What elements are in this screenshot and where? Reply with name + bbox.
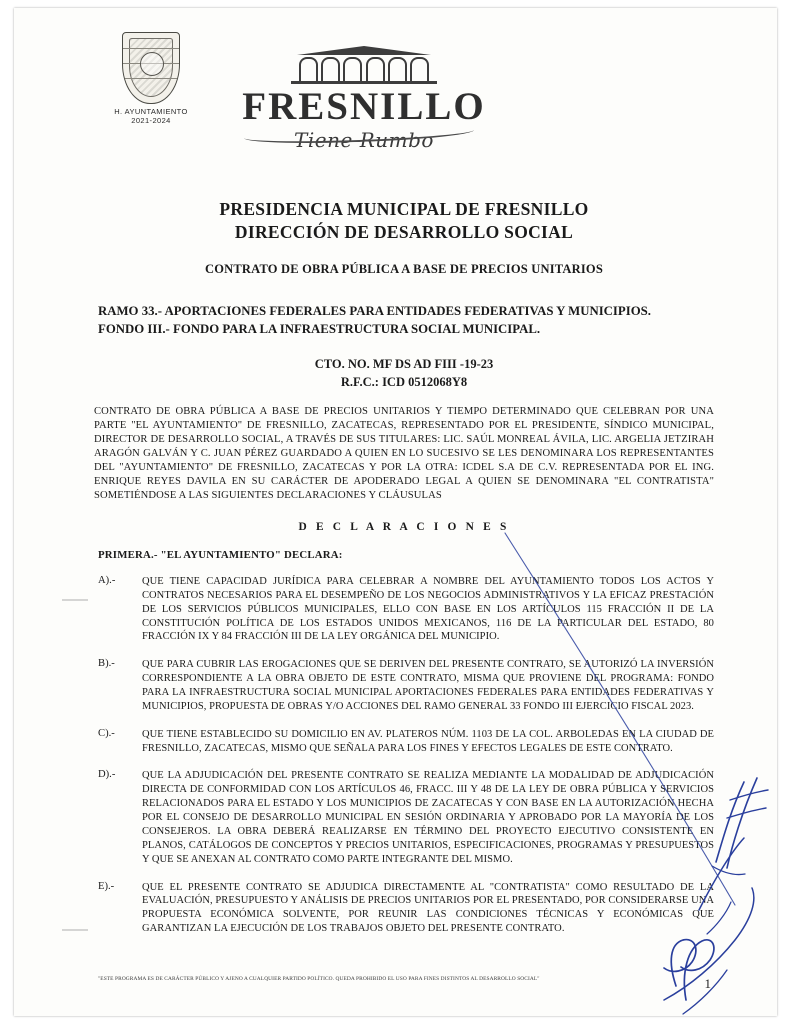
page-title-line2: DIRECCIÓN DE DESARROLLO SOCIAL	[234, 222, 574, 243]
page-subtitle: CONTRATO DE OBRA PÚBLICA A BASE DE PRECIOS UNITARIOS	[205, 262, 603, 277]
clause-e-text: QUE EL PRESENTE CONTRATO SE ADJUDICA DIRECTAMENTE AL "CONTRATISTA" COMO RESULTADO DE LA EVALUACIÓN, PRESUPUESTO Y ANÁLISIS DE PRECIOS UNITARIOS POR EL PRESENTADO, POR CONSIDERARSE UNA PROPUESTA ECONÓMICA SOLVENTE, POR REUNIR LAS CONDICIONES TÉCNICAS Y ECONÓMICAS QUE GARANTIZAN LA EJECUCIÓN DE LOS TRABAJOS OBJETO DEL PRESENTE CONTRATO.	[142, 881, 714, 935]
footer-legal-note: "ESTE PROGRAMA ES DE CARÁCTER PÚBLICO Y AJENO A CUALQUIER PARTIDO POLÍTICO. QUEDA PROHIBIDO EL USO PARA FINES DISTINTOS AL DESARROLLO SOCIAL"	[98, 976, 540, 982]
contract-rfc: R.F.C.: ICD 0512068Y8	[340, 375, 468, 390]
program-reference-line1: RAMO 33.- APORTACIONES FEDERALES PARA ENTIDADES FEDERATIVAS Y MUNICIPIOS.	[98, 304, 651, 319]
coat-of-arms-icon	[122, 32, 180, 104]
contract-number: CTO. NO. MF DS AD FIII -19-23	[314, 357, 494, 371]
document-content	[94, 26, 714, 936]
clause-a	[94, 575, 714, 644]
page-title	[94, 198, 714, 244]
clause-d	[94, 769, 714, 866]
letterhead	[94, 26, 714, 152]
brand-tagline: Tiene Rumbo	[294, 128, 434, 152]
crest-caption-line2: 2021-2024	[131, 116, 171, 126]
clause-d-text: QUE LA ADJUDICACIÓN DEL PRESENTE CONTRATO SE REALIZA MEDIANTE LA MODALIDAD DE ADJUDICACIÓN DIRECTA DE CONFORMIDAD CON LOS ARTÍCULOS 46, FRACC. III Y 48 DE LA LEY DE OBRA PÚBLICA Y SERVICIOS RELACIONADOS PARA EL ESTADO Y LOS MUNICIPIOS DE ZACATECAS Y CON BASE EN LA AUTORIZACIÓN HECHA POR EL CONSEJO DE DESARROLLO MUNICIPAL EN SESIÓN ORDINARIA Y APROBADO POR LA MAYORÍA DE LOS CONSEJEROS. LA OBRA DEBERÁ REALIZARSE EN TÉRMINO DEL PROYECTO EJECUTIVO CONSISTENTE EN PLANOS, CATÁLOGOS DE CONCEPTOS Y PRECIOS UNITARIOS, ESPECIFICACIONES, PROGRAMAS Y PRESUPUESTOS Y QUE SE ANEXAN AL CONTRATO COMO PARTE INTEGRANTE DEL MISMO.	[142, 770, 714, 865]
page-number: 1	[704, 976, 711, 991]
clause-e-marker: E).-	[98, 880, 115, 892]
program-reference-line2: FONDO III.- FONDO PARA LA INFRAESTRUCTURA SOCIAL MUNICIPAL.	[98, 322, 541, 337]
brand-name: FRESNILLO	[242, 85, 486, 128]
clause-b	[94, 658, 714, 713]
page-title-line1: PRESIDENCIA MUNICIPAL DE FRESNILLO	[219, 199, 589, 219]
municipal-crest	[114, 32, 188, 126]
crest-caption-line1: H. AYUNTAMIENTO	[114, 107, 188, 116]
temple-icon	[289, 40, 439, 86]
program-reference	[94, 303, 714, 339]
declarations-heading: D E C L A R A C I O N E S	[298, 521, 510, 534]
clause-d-marker: D).-	[98, 769, 116, 781]
clause-c-text: QUE TIENE ESTABLECIDO SU DOMICILIO EN AV. PLATEROS NÚM. 1103 DE LA COL. ARBOLEDAS EN LA CIUDAD DE FRESNILLO, ZACATECAS, MISMO QUE SEÑALA PARA LOS FINES Y EFECTOS LEGALES DE ESTE CONTRATO.	[142, 728, 714, 754]
crest-caption	[114, 107, 188, 126]
clause-primera: PRIMERA.- "EL AYUNTAMIENTO" DECLARA:	[98, 549, 343, 562]
paper-sheet	[14, 8, 777, 1016]
clause-b-marker: B).-	[98, 658, 115, 670]
clause-a-text: QUE TIENE CAPACIDAD JURÍDICA PARA CELEBRAR A NOMBRE DEL AYUNTAMIENTO TODOS LOS ACTOS Y CONTRATOS NECESARIOS PARA EL DESEMPEÑO DE LOS NEGOCIOS ADMINISTRATIVOS Y LA EFICAZ PRESTACIÓN DE LOS SERVICIOS PÚBLICOS MUNICIPALES, ELLO CON BASE EN LOS ARTÍCULOS 115 FRACCIÓN II DE LA CONSTITUCIÓN POLÍTICA DE LOS ESTADOS UNIDOS MEXICANOS, 116 DE LA PARTICULAR DEL ESTADO, 80 FRACCIÓN IX Y 84 FRACCIÓN III DE LA LEY ORGÁNICA DEL MUNICIPIO.	[142, 576, 714, 643]
clause-c	[94, 728, 714, 756]
clause-c-marker: C).-	[98, 727, 115, 739]
intro-paragraph: CONTRATO DE OBRA PÚBLICA A BASE DE PRECIOS UNITARIOS Y TIEMPO DETERMINADO QUE CELEBRAN POR UNA PARTE "EL AYUNTAMIENTO" DE FRESNILLO, ZACATECAS, REPRESENTADO POR EL PRESIDENTE, SÍNDICO MUNICIPAL, DIRECTOR DE DESARROLLO SOCIAL, A TRAVÉS DE SUS TITULARES: LIC. SAÚL MONREAL ÁVILA, LIC. ARGELIA JETZIRAH ARAGÓN GALVÁN Y C. JUAN PÉREZ GUARDADO A QUIEN EN LO SUCESIVO SE LES DENOMINARA LOS REPRESENTANTES DEL "AYUNTAMIENTO" DE FRESNILLO, ZACATECAS Y POR LA OTRA: ICDEL S.A DE C.V. REPRESENTADA POR EL ING. ENRIQUE REYES DAVILA EN SU CARÁCTER DE APODERADO LEGAL A QUIEN SE DENOMINARA "EL CONTRATISTA" SOMETIÉNDOSE A LAS SIGUIENTES DECLARACIONES Y CLÁUSULAS	[94, 406, 714, 502]
clause-e	[94, 881, 714, 936]
clause-b-text: QUE PARA CUBRIR LAS EROGACIONES QUE SE DERIVEN DEL PRESENTE CONTRATO, SE AUTORIZÓ LA INVERSIÓN CORRESPONDIENTE A LA OBRA OBJETO DE ESTE CONTRATO, MISMA QUE PROVIENE DEL PROGRAMA: FONDO PARA LA INFRAESTRUCTURA SOCIAL MUNICIPAL APORTACIONES FEDERALES PARA ENTIDADES FEDERATIVAS Y MUNICIPIOS, PROPUESTA DE OBRAS Y/O ACCIONES DEL RAMO GENERAL 33 FONDO III EJERCICIO FISCAL 2023.	[142, 659, 714, 712]
contract-identifiers	[94, 355, 714, 391]
clause-a-marker: A).-	[98, 575, 116, 587]
